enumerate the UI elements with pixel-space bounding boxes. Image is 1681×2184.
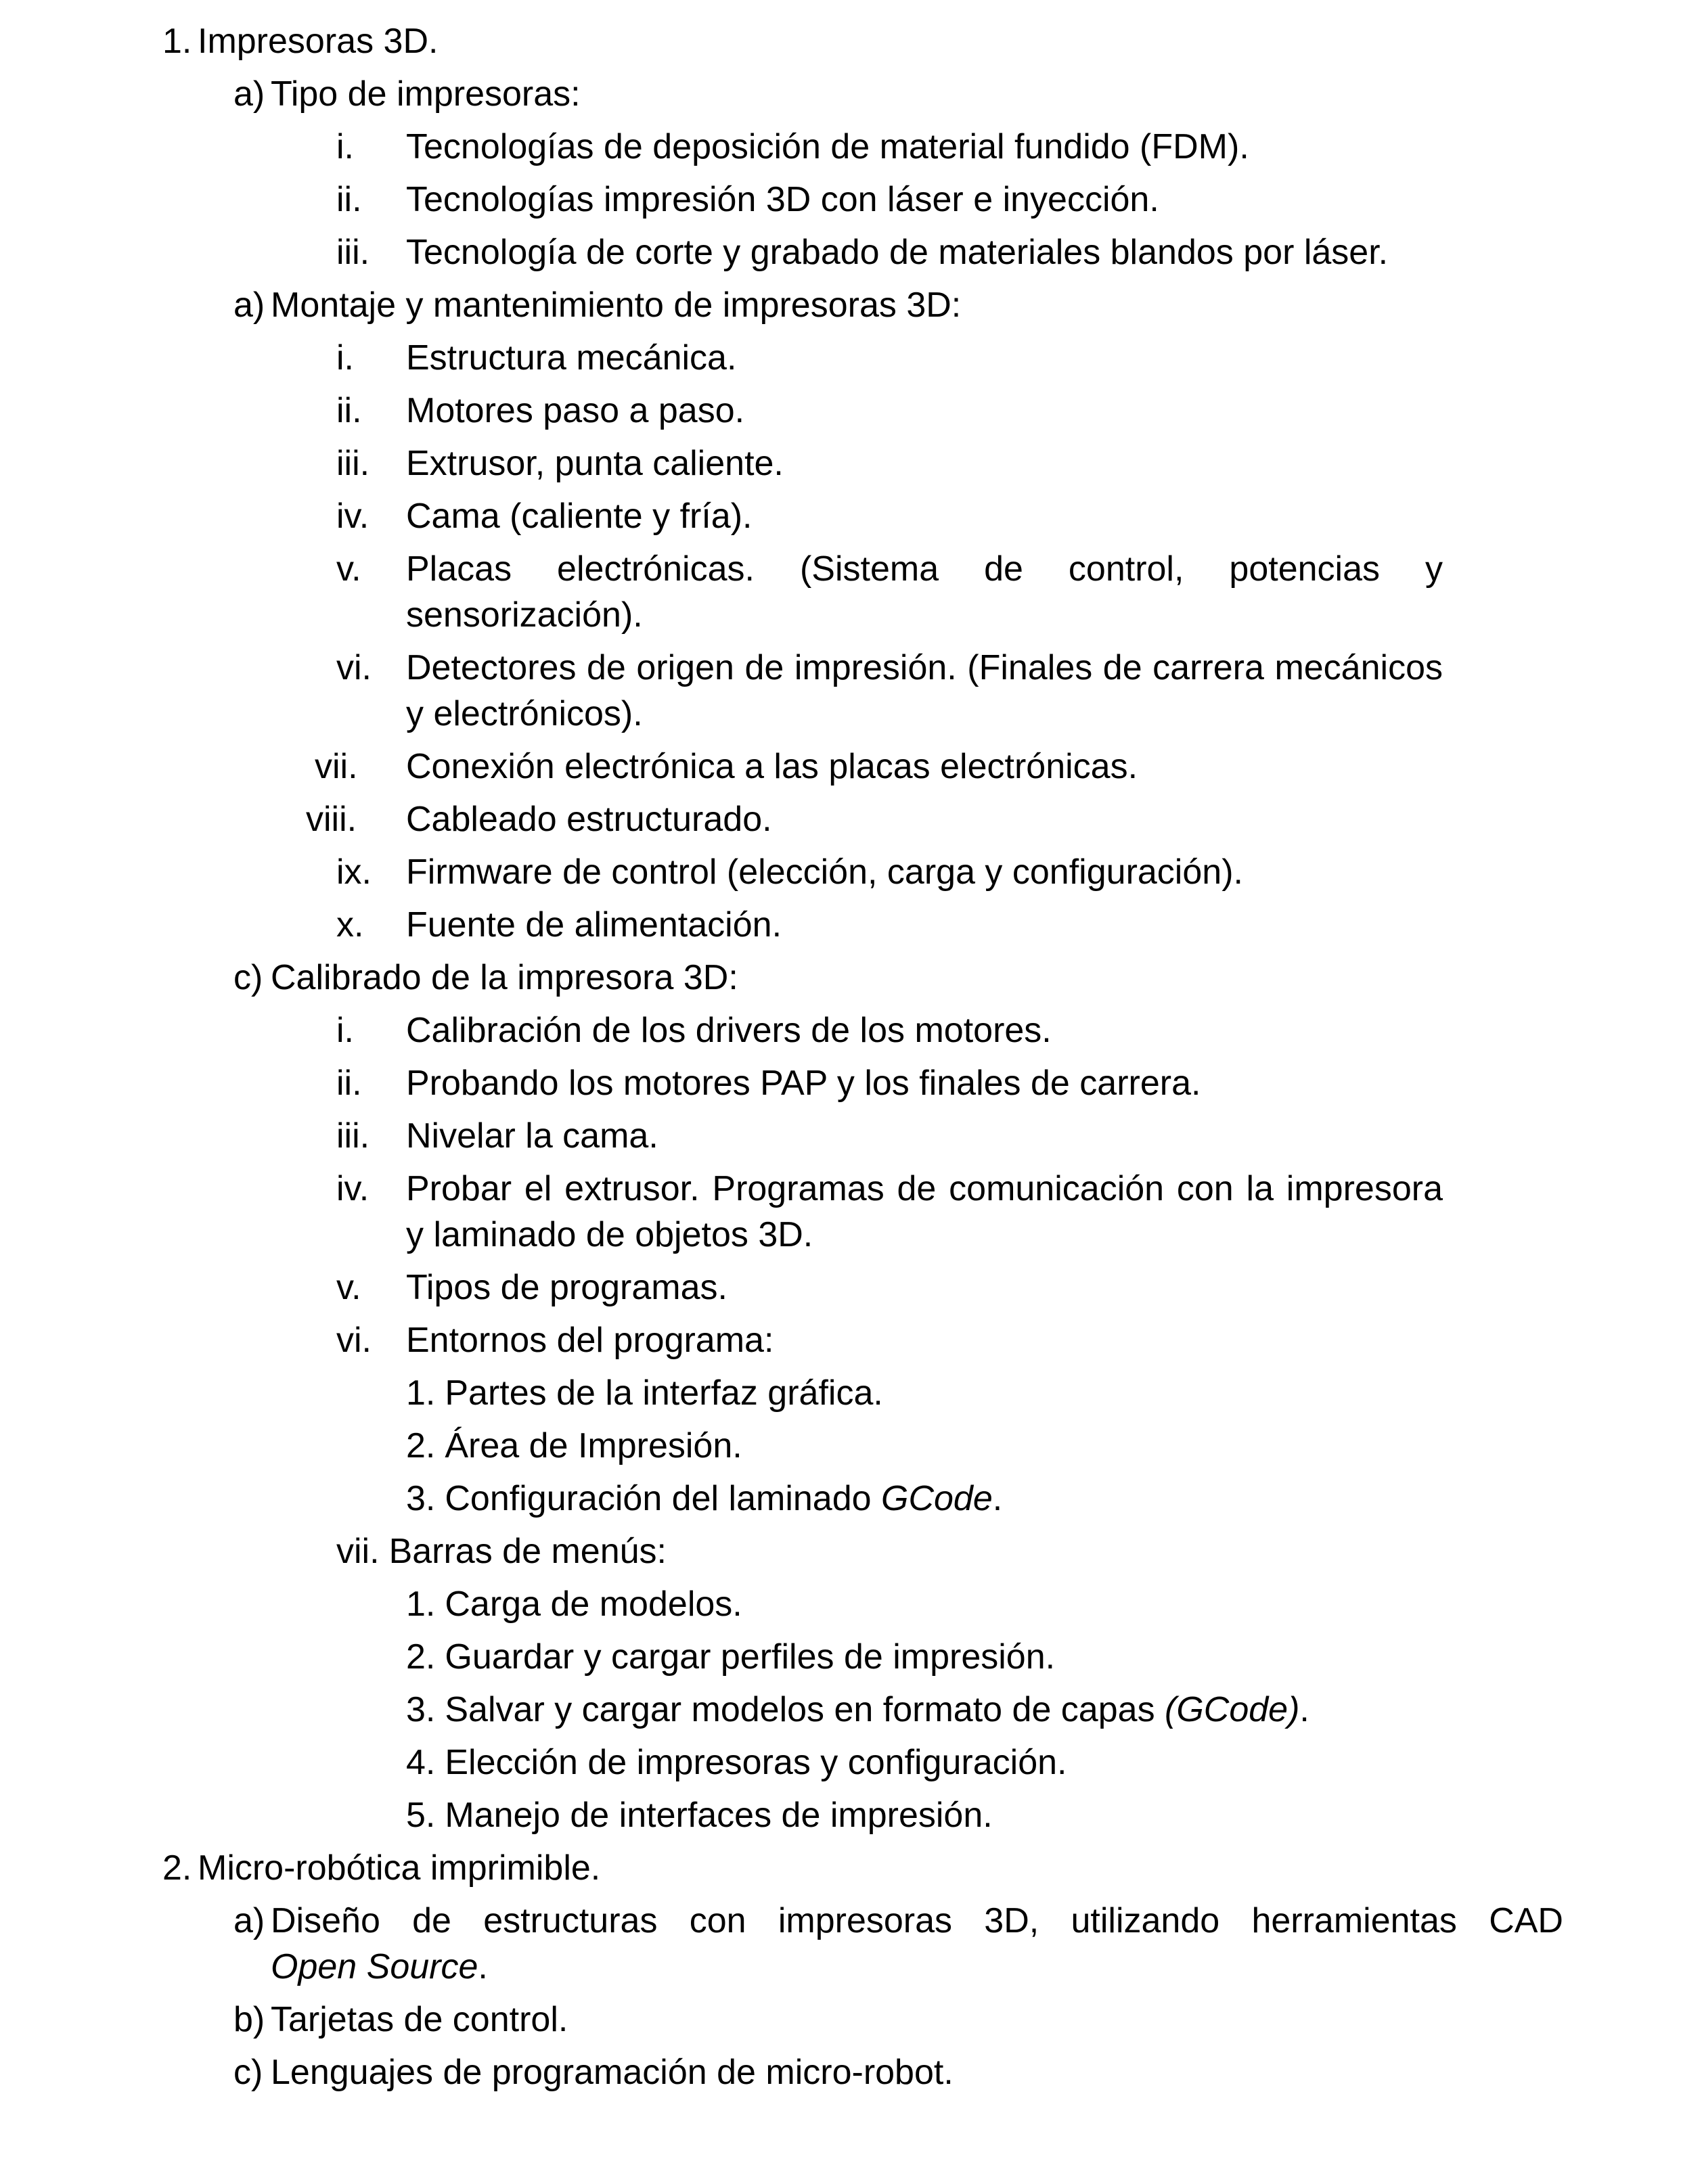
item-text bbox=[406, 1739, 1563, 1785]
list-marker: 2. bbox=[406, 1426, 436, 1465]
item-text-line1: Placas electrónicas. (Sistema de control, potencias y bbox=[406, 549, 1443, 589]
list-marker: x. bbox=[336, 905, 364, 945]
outline-item-sec1-c bbox=[0, 955, 1681, 1001]
item-text-run: Manejo de interfaces de impresión. bbox=[445, 1796, 993, 1835]
list-marker: 3. bbox=[406, 1690, 436, 1729]
item-text: Lenguajes de programación de micro-robot. bbox=[271, 2053, 954, 2092]
item-text-run: Salvar y cargar modelos en formato de capas bbox=[445, 1690, 1165, 1729]
list-marker: ix. bbox=[336, 852, 372, 892]
outline-item-bar-3 bbox=[0, 1687, 1681, 1733]
item-text: Cama (caliente y fría). bbox=[406, 497, 753, 536]
item-text: Estructura mecánica. bbox=[406, 338, 737, 378]
outline-item-ent-2 bbox=[0, 1423, 1681, 1469]
item-text-run: Guardar y cargar perfiles de impresión. bbox=[445, 1637, 1056, 1677]
outline-item-ent-3 bbox=[0, 1476, 1681, 1522]
item-text bbox=[406, 1581, 1563, 1627]
list-marker: i. bbox=[336, 1011, 354, 1050]
list-marker: a) bbox=[233, 286, 265, 325]
item-text-run: . bbox=[992, 1479, 1003, 1518]
list-marker: 2. bbox=[406, 1637, 436, 1677]
list-marker: iii. bbox=[336, 444, 370, 483]
list-marker: vii. bbox=[315, 747, 358, 786]
item-text: Probando los motores PAP y los finales de carrera. bbox=[406, 1064, 1201, 1103]
outline-item-mont-vii bbox=[0, 744, 1681, 790]
list-marker: 3. bbox=[406, 1479, 436, 1518]
item-text bbox=[406, 1687, 1563, 1733]
item-text: Cableado estructurado. bbox=[406, 800, 772, 839]
item-text bbox=[406, 1634, 1563, 1680]
list-marker: a) bbox=[233, 1901, 265, 1940]
outline-item-sec1 bbox=[0, 18, 1681, 64]
outline-item-cal-ii bbox=[0, 1060, 1681, 1106]
outline-item-mont-ix bbox=[0, 849, 1681, 895]
outline-item-ent-1 bbox=[0, 1370, 1681, 1416]
outline-item-sec2-a bbox=[0, 1898, 1681, 1990]
item-text: Tecnología de corte y grabado de materiales blandos por láser. bbox=[406, 233, 1389, 272]
item-text: Calibrado de la impresora 3D: bbox=[271, 958, 738, 997]
item-text-italic-run: (GCode) bbox=[1165, 1690, 1300, 1729]
outline-item-sec1-a bbox=[0, 71, 1681, 117]
outline-item-tipo-ii bbox=[0, 177, 1681, 223]
item-text-line2: y electrónicos). bbox=[406, 694, 643, 733]
list-marker: 4. bbox=[406, 1743, 436, 1782]
item-text: Impresoras 3D. bbox=[198, 22, 439, 61]
list-marker: ii. bbox=[336, 391, 362, 430]
list-marker: i. bbox=[336, 127, 354, 166]
item-text-run: Carga de modelos. bbox=[445, 1585, 742, 1624]
item-text: Micro-robótica imprimible. bbox=[198, 1848, 601, 1888]
outline-item-bar-4 bbox=[0, 1739, 1681, 1785]
item-text: Motores paso a paso. bbox=[406, 391, 745, 430]
item-text-line1: Probar el extrusor. Programas de comunicación con la impresora bbox=[406, 1169, 1443, 1208]
outline-item-mont-vi bbox=[0, 645, 1681, 737]
outline-item-mont-ii bbox=[0, 388, 1681, 434]
item-text: Tecnologías de deposición de material fundido (FDM). bbox=[406, 127, 1249, 166]
list-marker: 1. bbox=[406, 1585, 436, 1624]
list-marker: b) bbox=[233, 2000, 265, 2039]
item-text: Tarjetas de control. bbox=[271, 2000, 568, 2039]
item-text: Calibración de los drivers de los motores. bbox=[406, 1011, 1052, 1050]
item-text: Conexión electrónica a las placas electrónicas. bbox=[406, 747, 1138, 786]
item-text: Nivelar la cama. bbox=[406, 1116, 658, 1156]
item-text: Fuente de alimentación. bbox=[406, 905, 782, 945]
outline-item-cal-vii bbox=[0, 1528, 1681, 1574]
item-text-line2: sensorización). bbox=[406, 595, 643, 635]
item-text-run: . bbox=[1299, 1690, 1309, 1729]
list-marker: v. bbox=[336, 549, 361, 589]
item-text-line1: Detectores de origen de impresión. (Finales de carrera mecánicos bbox=[406, 648, 1443, 687]
list-marker: 5. bbox=[406, 1796, 436, 1835]
list-marker: 1. bbox=[162, 22, 192, 61]
outline-item-mont-iv bbox=[0, 493, 1681, 539]
item-text bbox=[406, 1423, 1563, 1469]
outline-item-cal-vi bbox=[0, 1317, 1681, 1363]
item-text-line1: Diseño de estructuras con impresoras 3D, utilizando herramientas CAD bbox=[271, 1901, 1563, 1940]
outline-item-bar-2 bbox=[0, 1634, 1681, 1680]
item-text: Tipos de programas. bbox=[406, 1268, 727, 1307]
list-marker: ii. bbox=[336, 180, 362, 219]
outline-item-mont-i bbox=[0, 335, 1681, 381]
item-text: Montaje y mantenimiento de impresoras 3D: bbox=[271, 286, 962, 325]
list-marker: iii. bbox=[336, 1116, 370, 1156]
item-text: Tecnologías impresión 3D con láser e inyección. bbox=[406, 180, 1159, 219]
list-marker: i. bbox=[336, 338, 354, 378]
item-text-run: Área de Impresión. bbox=[445, 1426, 742, 1465]
outline-item-mont-iii bbox=[0, 440, 1681, 486]
item-text-run: Barras de menús: bbox=[388, 1532, 667, 1571]
item-text-run: Elección de impresoras y configuración. bbox=[445, 1743, 1067, 1782]
item-text bbox=[336, 1528, 1443, 1574]
outline-item-mont-x bbox=[0, 902, 1681, 948]
item-text-italic-run: GCode bbox=[881, 1479, 993, 1518]
item-text bbox=[406, 1370, 1563, 1416]
list-marker: viii. bbox=[306, 800, 357, 839]
outline-item-sec1-b bbox=[0, 282, 1681, 328]
list-marker: ii. bbox=[336, 1064, 362, 1103]
item-text bbox=[406, 1476, 1563, 1522]
item-text: Firmware de control (elección, carga y configuración). bbox=[406, 852, 1243, 892]
item-text-run: . bbox=[478, 1947, 488, 1986]
list-marker: 1. bbox=[406, 1373, 436, 1413]
list-marker: iii. bbox=[336, 233, 370, 272]
list-marker: vi. bbox=[336, 1321, 372, 1360]
outline-item-bar-5 bbox=[0, 1792, 1681, 1838]
list-marker: vi. bbox=[336, 648, 372, 687]
outline-item-sec2-c bbox=[0, 2049, 1681, 2095]
outline-item-mont-v bbox=[0, 546, 1681, 638]
item-text-run: Partes de la interfaz gráfica. bbox=[445, 1373, 883, 1413]
outline-item-bar-1 bbox=[0, 1581, 1681, 1627]
outline-item-cal-v bbox=[0, 1265, 1681, 1311]
list-marker: 2. bbox=[162, 1848, 192, 1888]
list-marker: vii. bbox=[336, 1532, 380, 1571]
list-marker: iv. bbox=[336, 1169, 369, 1208]
outline-item-sec2-b bbox=[0, 1997, 1681, 2043]
outline-item-sec2 bbox=[0, 1845, 1681, 1891]
outline-item-cal-iv bbox=[0, 1166, 1681, 1258]
list-marker: a) bbox=[233, 74, 265, 114]
item-text-italic-run: Open Source bbox=[271, 1947, 478, 1986]
item-text-run: Configuración del laminado bbox=[445, 1479, 881, 1518]
outline-item-tipo-iii bbox=[0, 229, 1681, 275]
outline-item-cal-i bbox=[0, 1007, 1681, 1053]
item-text-line2: y laminado de objetos 3D. bbox=[406, 1215, 813, 1254]
outline-item-tipo-i bbox=[0, 124, 1681, 170]
outline-item-cal-iii bbox=[0, 1113, 1681, 1159]
item-text bbox=[406, 1792, 1563, 1838]
outline-item-mont-viii bbox=[0, 796, 1681, 842]
list-marker: iv. bbox=[336, 497, 369, 536]
list-marker: c) bbox=[233, 958, 263, 997]
list-marker: c) bbox=[233, 2053, 263, 2092]
item-text: Entornos del programa: bbox=[406, 1321, 774, 1360]
list-marker: v. bbox=[336, 1268, 361, 1307]
item-text: Extrusor, punta caliente. bbox=[406, 444, 784, 483]
item-text: Tipo de impresoras: bbox=[271, 74, 581, 114]
